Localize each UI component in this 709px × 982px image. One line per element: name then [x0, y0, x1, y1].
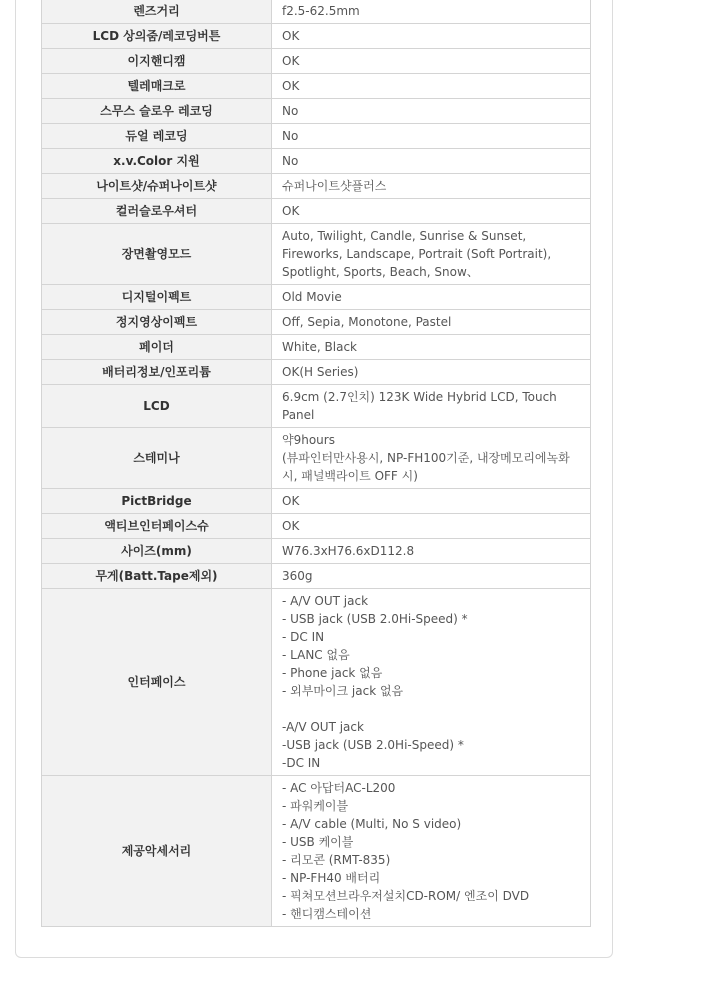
spec-row [42, 49, 591, 74]
spec-label: 스테미나 [42, 428, 272, 489]
spec-value [272, 124, 591, 149]
spec-table [41, 0, 591, 927]
spec-label: 제공악세서리 [42, 776, 272, 927]
spec-row [42, 149, 591, 174]
spec-row [42, 99, 591, 124]
spec-value [272, 49, 591, 74]
spec-row [42, 285, 591, 310]
spec-row [42, 564, 591, 589]
spec-value [272, 335, 591, 360]
spec-value-line: (뷰파인터만사용시, NP-FH100기준, 내장메모리에녹화시, 패널백라이트 OFF 시) [282, 451, 570, 483]
spec-value [272, 310, 591, 335]
spec-row [42, 74, 591, 99]
spec-label: 이지핸디캠 [42, 49, 272, 74]
spec-value-line: No [282, 154, 299, 168]
spec-label: 정지영상이펙트 [42, 310, 272, 335]
spec-row [42, 174, 591, 199]
spec-row [42, 489, 591, 514]
spec-value [272, 564, 591, 589]
spec-row [42, 539, 591, 564]
spec-value-line: OK [282, 519, 300, 533]
spec-value-line: - 픽쳐모션브라우저설치CD-ROM/ 엔조이 DVD [282, 889, 530, 903]
spec-value-line: - DC IN [282, 630, 325, 644]
spec-label: 액티브인터페이스슈 [42, 514, 272, 539]
spec-value-line [282, 700, 580, 718]
spec-value-line: - NP-FH40 배터리 [282, 871, 381, 885]
spec-value [272, 149, 591, 174]
spec-table-body [42, 0, 591, 927]
spec-value [272, 285, 591, 310]
spec-value-line: - 파워케이블 [282, 799, 349, 813]
spec-value-line: f2.5-62.5mm [282, 4, 360, 18]
spec-label: LCD [42, 385, 272, 428]
spec-value-line: - USB 케이블 [282, 835, 354, 849]
spec-value-line: - 핸디캠스테이션 [282, 907, 372, 921]
spec-value-line: No [282, 129, 299, 143]
spec-value-line: OK [282, 204, 300, 218]
spec-value [272, 199, 591, 224]
spec-value-line: OK [282, 79, 300, 93]
spec-value [272, 539, 591, 564]
spec-label: x.v.Color 지원 [42, 149, 272, 174]
spec-value-line: 360g [282, 569, 313, 583]
spec-row [42, 514, 591, 539]
spec-row [42, 24, 591, 49]
spec-row [42, 385, 591, 428]
spec-value-line: - AC 아답터AC-L200 [282, 781, 396, 795]
spec-label: 디지털이펙트 [42, 285, 272, 310]
spec-value-line: White, Black [282, 340, 357, 354]
spec-value [272, 99, 591, 124]
spec-value [272, 74, 591, 99]
spec-label: 장면촬영모드 [42, 224, 272, 285]
spec-value [272, 589, 591, 776]
spec-value [272, 776, 591, 927]
spec-value-line: - 리모콘 (RMT-835) [282, 853, 391, 867]
spec-label: LCD 상의줌/레코딩버튼 [42, 24, 272, 49]
spec-row [42, 428, 591, 489]
spec-row [42, 335, 591, 360]
spec-label: 나이트샷/슈퍼나이트샷 [42, 174, 272, 199]
spec-value [272, 0, 591, 24]
spec-value [272, 174, 591, 199]
spec-value [272, 24, 591, 49]
spec-label: 스무스 슬로우 레코딩 [42, 99, 272, 124]
spec-label: 배터리정보/인포리튬 [42, 360, 272, 385]
spec-value-line: 약9hours [282, 433, 335, 447]
spec-label: 듀얼 레코딩 [42, 124, 272, 149]
spec-value-line: 6.9cm (2.7인치) 123K Wide Hybrid LCD, Touch Panel [282, 390, 557, 422]
spec-row [42, 310, 591, 335]
spec-value-line: Auto, Twilight, Candle, Sunrise & Sunset, Fireworks, Landscape, Portrait (Soft Portrait), Spotlight, Sports, Beach, Snow、 [282, 229, 552, 279]
spec-value [272, 514, 591, 539]
spec-row [42, 360, 591, 385]
spec-value-line: Old Movie [282, 290, 342, 304]
spec-row [42, 224, 591, 285]
spec-value-line: - A/V cable (Multi, No S video) [282, 817, 462, 831]
spec-value-line: -DC IN [282, 756, 321, 770]
spec-value [272, 385, 591, 428]
spec-label: 페이더 [42, 335, 272, 360]
spec-row [42, 589, 591, 776]
spec-row [42, 776, 591, 927]
spec-value-line: OK [282, 494, 300, 508]
spec-value-line: - LANC 없음 [282, 648, 350, 662]
spec-row [42, 0, 591, 24]
spec-row [42, 124, 591, 149]
spec-row [42, 199, 591, 224]
spec-label: 인터페이스 [42, 589, 272, 776]
spec-label: 사이즈(mm) [42, 539, 272, 564]
spec-value-line: - Phone jack 없음 [282, 666, 383, 680]
spec-value-line: Off, Sepia, Monotone, Pastel [282, 315, 452, 329]
spec-label: 텔레매크로 [42, 74, 272, 99]
spec-value [272, 224, 591, 285]
spec-value-line: -A/V OUT jack [282, 720, 364, 734]
spec-label: PictBridge [42, 489, 272, 514]
spec-label: 렌즈거리 [42, 0, 272, 24]
spec-label: 컬러슬로우셔터 [42, 199, 272, 224]
spec-value-line: 슈퍼나이트샷플러스 [282, 179, 387, 193]
spec-value-line: OK [282, 29, 300, 43]
spec-value-line: No [282, 104, 299, 118]
spec-value-line: OK(H Series) [282, 365, 359, 379]
spec-value [272, 489, 591, 514]
spec-value-line: -USB jack (USB 2.0Hi-Speed) * [282, 738, 464, 752]
spec-value-line: OK [282, 54, 300, 68]
spec-value-line: - A/V OUT jack [282, 594, 369, 608]
spec-label: 무게(Batt.Tape제외) [42, 564, 272, 589]
spec-value [272, 428, 591, 489]
spec-value-line: - USB jack (USB 2.0Hi-Speed) * [282, 612, 468, 626]
spec-value-line: - 외부마이크 jack 없음 [282, 684, 404, 698]
spec-value-line: W76.3xH76.6xD112.8 [282, 544, 415, 558]
spec-value [272, 360, 591, 385]
